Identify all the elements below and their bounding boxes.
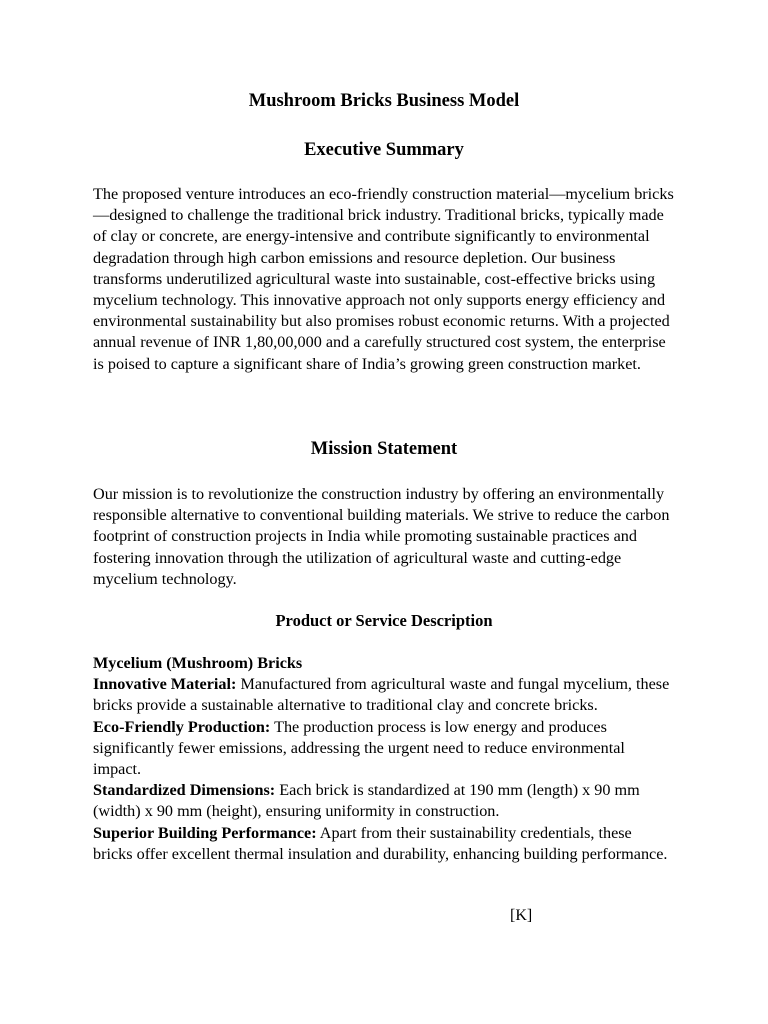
- executive-summary-body: The proposed venture introduces an eco-friendly construction material—mycelium bricks—designed to challenge the traditional brick industry. Traditional bricks, typically made of clay or concrete, are energy-intensive and contribute significantly to environmental degradation through high carbon emissions and resource depletion. Our business transforms underutilized agricultural waste into sustainable, cost-effective bricks using mycelium technology. This innovative approach not only supports energy efficiency and environmental sustainability but also promises robust economic returns. With a projected annual revenue of INR 1,80,00,000 and a carefully structured cost system, the enterprise is poised to capture a significant share of India’s growing green construction market.: [93, 185, 674, 373]
- feature-item: [93, 674, 675, 716]
- feature-text: Each brick is standardized at 190 mm (length) x 90 mm (width) x 90 mm (height), ensuring uniformity in construction.: [93, 781, 640, 821]
- mission-statement-body: Our mission is to revolutionize the construction industry by offering an environmentally responsible alternative to conventional building materials. We strive to reduce the carbon footprint of construction projects in India while promoting sustainable practices and fostering innovation through the utilization of agricultural waste and cutting-edge mycelium technology.: [93, 485, 670, 588]
- feature-item: [93, 717, 675, 781]
- feature-item: [93, 780, 675, 822]
- feature-label: Innovative Material:: [93, 675, 237, 694]
- feature-label: Superior Building Performance:: [93, 823, 317, 842]
- feature-label: Eco-Friendly Production:: [93, 717, 271, 736]
- product-description-heading: Product or Service Description: [275, 611, 493, 630]
- feature-text: The production process is low energy and produces significantly fewer emissions, addressing the urgent need to reduce environmental impact.: [93, 717, 625, 779]
- mission-statement-heading: Mission Statement: [310, 439, 458, 459]
- feature-text: Apart from their sustainability credentials, these bricks offer excellent thermal insulation and durability, enhancing building performance.: [93, 823, 668, 863]
- feature-label: Standardized Dimensions:: [93, 781, 276, 800]
- footnote-mark: [K]: [510, 907, 533, 924]
- document-title: Mushroom Bricks Business Model: [248, 91, 520, 111]
- executive-summary-heading: Executive Summary: [304, 140, 464, 160]
- feature-text: Manufactured from agricultural waste and fungal mycelium, these bricks provide a sustainable alternative to traditional clay and concrete bricks.: [93, 675, 670, 715]
- product-section: [93, 653, 675, 865]
- feature-item: [93, 823, 675, 865]
- product-subheading: Mycelium (Mushroom) Bricks: [93, 654, 303, 672]
